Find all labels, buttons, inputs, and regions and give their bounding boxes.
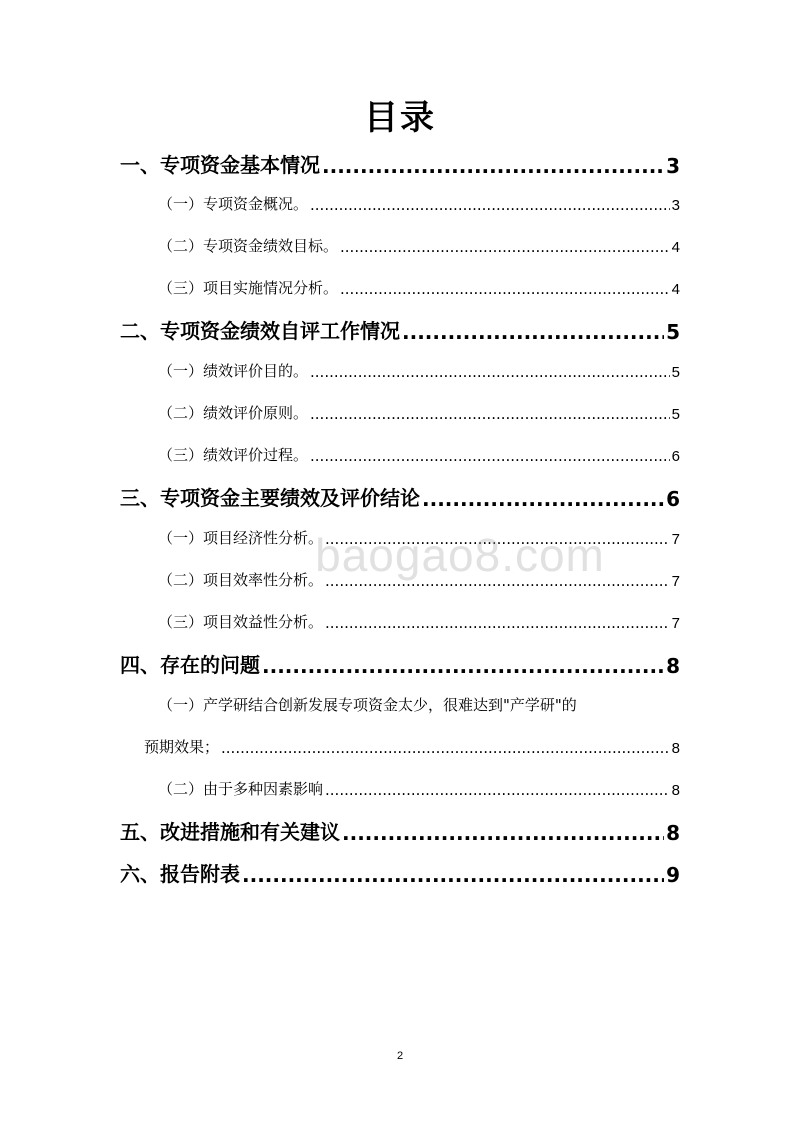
toc-entry-page: 4: [671, 281, 680, 298]
toc-entry-label: 四、存在的问题: [120, 653, 260, 677]
toc-leader-dots: [262, 654, 664, 678]
toc-entry-label: （一）绩效评价目的。: [158, 362, 309, 380]
toc-entry-section-4-2[interactable]: [120, 775, 680, 799]
toc-entry-section-3[interactable]: [120, 481, 680, 511]
toc-entry-page: 7: [671, 531, 680, 548]
toc-leader-dots: [340, 280, 670, 298]
watermark-text: baogao8.com: [315, 529, 605, 581]
toc-entry-section-2-1[interactable]: [120, 357, 680, 381]
toc-entry-section-2-2[interactable]: [120, 399, 680, 423]
toc-leader-dots: [342, 821, 664, 845]
toc-entry-label: （三）绩效评价过程。: [158, 446, 309, 464]
toc-leader-dots: [325, 614, 670, 632]
toc-entry-label: 一、专项资金基本情况: [120, 153, 320, 177]
toc-entry-page: 5: [671, 364, 680, 381]
toc-entry-section-1-3[interactable]: [120, 274, 680, 298]
toc-leader-dots: [325, 781, 670, 799]
toc-entry-page: 3: [671, 197, 680, 214]
toc-entry-label: 五、改进措施和有关建议: [120, 820, 340, 844]
toc-entry-section-4-1-continued[interactable]: [120, 733, 680, 757]
toc-leader-dots: [310, 405, 670, 423]
toc-entry-page: 8: [671, 740, 680, 757]
toc-entry-section-4[interactable]: [120, 648, 680, 678]
toc-leader-dots: [325, 572, 670, 590]
toc-entry-label: 二、专项资金绩效自评工作情况: [120, 319, 400, 343]
toc-leader-dots: [242, 863, 664, 887]
toc-entry-section-1-1[interactable]: [120, 190, 680, 214]
toc-entry-label: （一）专项资金概况。: [158, 195, 309, 213]
toc-leader-dots: [422, 487, 664, 511]
toc-entry-section-1[interactable]: [120, 148, 680, 178]
toc-entry-page: 5: [666, 320, 680, 344]
toc-entry-page: 9: [666, 863, 680, 887]
toc-entry-label: （一）产学研结合创新发展专项资金太少，很难达到"产学研"的: [158, 696, 577, 714]
toc-entry-page: 8: [666, 821, 680, 845]
toc-entry-label: （三）项目效益性分析。: [158, 613, 324, 631]
toc-leader-dots: [310, 196, 670, 214]
footer-page-number: 2: [396, 1050, 404, 1062]
toc-entry-page: 8: [666, 654, 680, 678]
toc-title: 目录: [364, 98, 436, 138]
toc-entry-label: （二）由于多种因素影响: [158, 780, 324, 798]
toc-leader-dots: [325, 530, 670, 548]
toc-entry-section-3-2[interactable]: [120, 566, 680, 590]
toc-entry-page: 7: [671, 615, 680, 632]
toc-entry-label: （一）项目经济性分析。: [158, 529, 324, 547]
toc-entry-section-3-3[interactable]: [120, 608, 680, 632]
toc-entry-label: 六、报告附表: [120, 862, 240, 886]
toc-leader-dots: [310, 447, 670, 465]
toc-entry-page: 8: [671, 782, 680, 799]
toc-entry-label: 预期效果；: [144, 738, 220, 756]
toc-entry-page: 5: [671, 406, 680, 423]
toc-entry-section-4-1[interactable]: [120, 691, 680, 715]
toc-leader-dots: [402, 320, 664, 344]
toc-entry-label: （二）绩效评价原则。: [158, 404, 309, 422]
toc-entry-section-1-2[interactable]: [120, 232, 680, 256]
toc-entry-section-5[interactable]: [120, 815, 680, 845]
toc-entry-page: 7: [671, 573, 680, 590]
toc-entry-section-2[interactable]: [120, 314, 680, 344]
toc-entry-page: 6: [666, 487, 680, 511]
toc-entry-page: 6: [671, 448, 680, 465]
toc-leader-dots: [340, 238, 670, 256]
toc-entry-label: 三、专项资金主要绩效及评价结论: [120, 486, 420, 510]
toc-leader-dots: [221, 739, 670, 757]
toc-leader-dots: [310, 363, 670, 381]
toc-entry-section-6[interactable]: [120, 857, 680, 887]
toc-leader-dots: [322, 154, 664, 178]
toc-entry-section-3-1[interactable]: [120, 524, 680, 548]
toc-entry-section-2-3[interactable]: [120, 441, 680, 465]
toc-entry-label: （三）项目实施情况分析。: [158, 279, 339, 297]
toc-entry-page: 3: [666, 154, 680, 178]
toc-entry-label: （二）项目效率性分析。: [158, 571, 324, 589]
toc-entry-label: （二）专项资金绩效目标。: [158, 237, 339, 255]
toc-entry-page: 4: [671, 239, 680, 256]
